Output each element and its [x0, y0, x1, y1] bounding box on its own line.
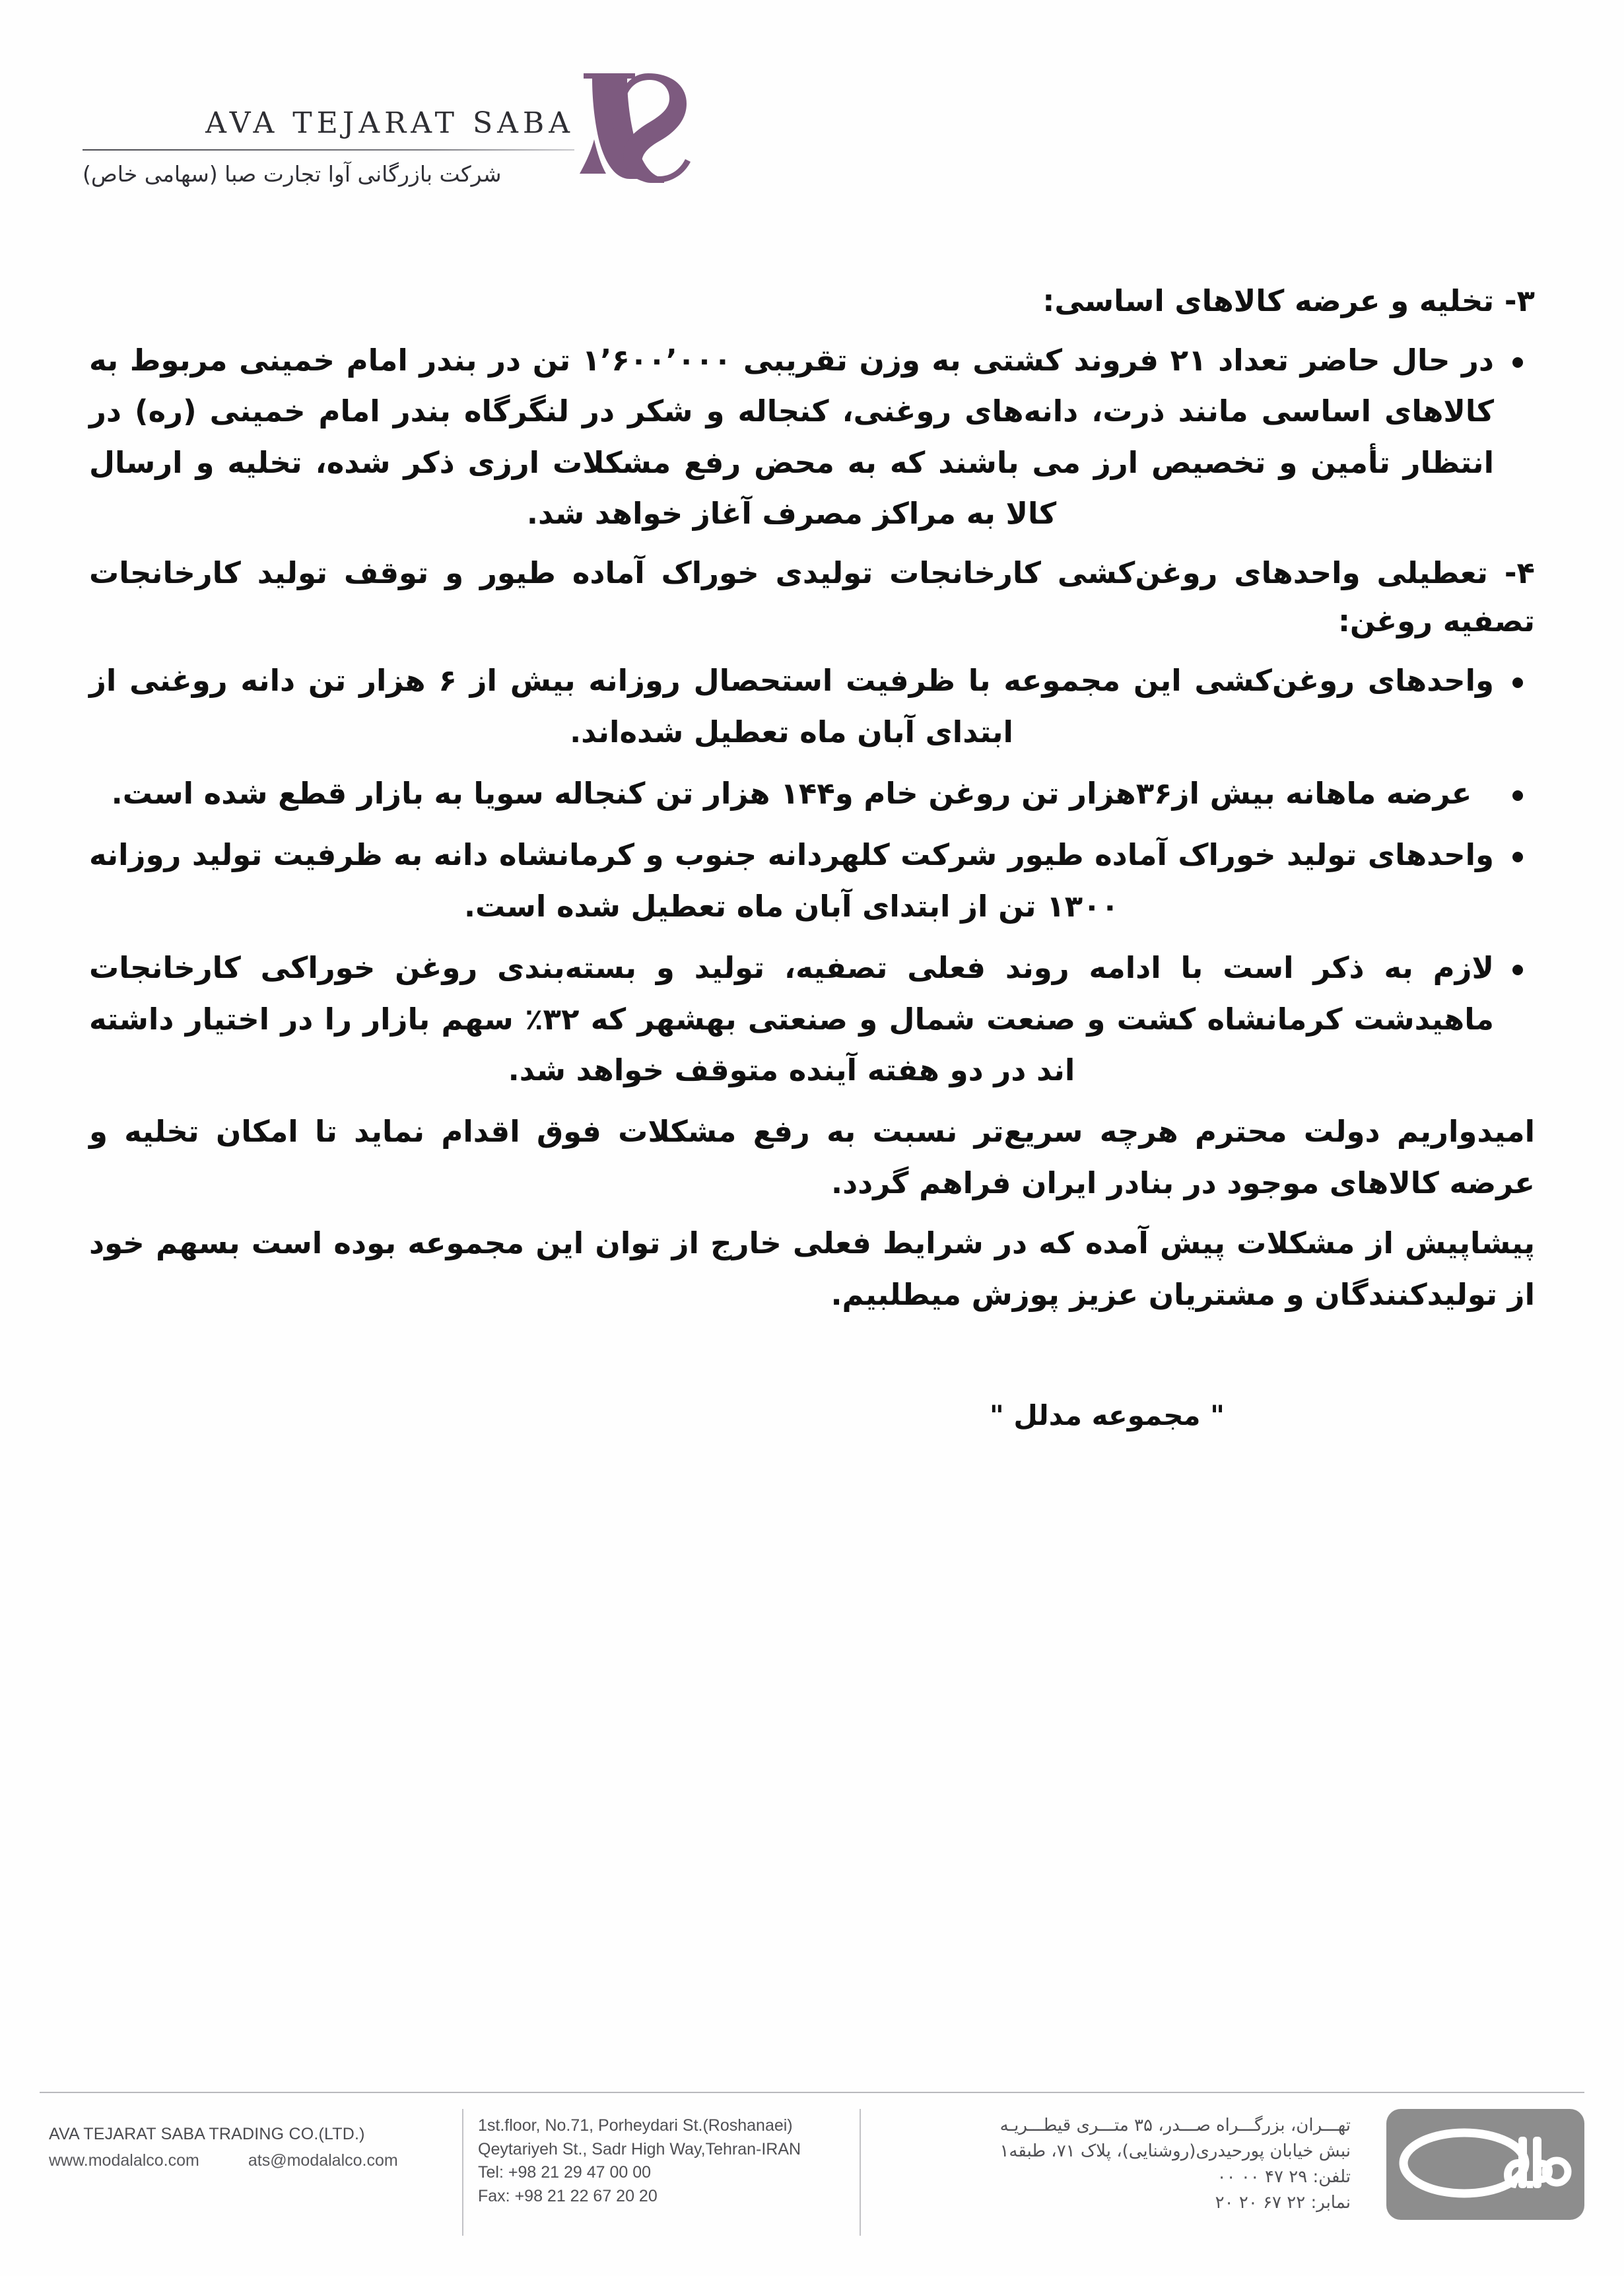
- closing-paragraph-1: امیدواریم دولت محترم هرچه سریع‌تر نسبت به رفع مشکلات فوق اقدام نماید تا امکان تخلیه و عرضه کالاهای موجود در بنادر ایران فراهم گردد.: [89, 1114, 1535, 1200]
- footer-address-english: [463, 2106, 860, 2208]
- list-item: لازم به ذکر است با ادامه روند فعلی تصفیه، تولید و بسته‌بندی روغن خوراکی کارخانجات ماهیدشت کرمانشاه کشت و صنعت شمال و صنعتی بهشهر که ۳۲٪ سهم بازار را در اختیار داشته اند در دو هفته آینده متوقف خواهد شد.: [89, 942, 1535, 1095]
- list-item: در حال حاضر تعداد ۲۱ فروند کشتی به وزن تقریبی ۱٬۶۰۰٬۰۰۰ تن در بندر امام خمینی مربوط به کالاهای اساسی مانند ذرت، دانه‌های روغنی، کنجاله و شکر در لنگرگاه بندر امام خمینی (ره) در انتظار تأمین و تخصیص ارز می باشند که به محض رفع مشکلات ارزی ذکر شده، تخلیه و ارسال کالا به مراکز مصرف آغاز خواهد شد.: [89, 335, 1535, 539]
- document-body: [89, 277, 1535, 1431]
- footer-brand-block: [40, 2106, 462, 2170]
- signature-line: " مجموعه مدلل ": [989, 1398, 1225, 1431]
- letterhead-header: [83, 63, 713, 215]
- footer-telephone: Tel: +98 21 29 47 00 00: [478, 2163, 652, 2182]
- footer-telephone-fa: تلفن: ۲۹ ۴۷ ۰۰ ۰۰: [1217, 2167, 1351, 2187]
- logo-latin-name: AVA TEJARAT SABA: [205, 106, 574, 140]
- footer-website-link[interactable]: www.modalalco.com: [49, 2151, 199, 2170]
- footer-address-line-fa: نبش خیابان پورحیدری(روشنایی)، پلاک ۷۱، طبقه۱: [999, 2141, 1351, 2161]
- footer-fax-fa: نمابر: ۲۲ ۶۷ ۲۰ ۲۰: [1215, 2193, 1351, 2213]
- footer-address-line: 1st.floor, No.71, Porheydari St.(Roshanaei): [478, 2116, 793, 2135]
- closing-paragraph-2: پیشاپیش از مشکلات پیش آمده که در شرایط فعلی خارج از توان این مجموعه بوده است بسهم خود از تولیدکنندگان و مشتریان عزیز پوزش میطلبیم.: [89, 1225, 1535, 1312]
- logo-text-block: [83, 63, 574, 187]
- company-logo-mark: [574, 63, 713, 188]
- section-3-bullet-list: [89, 335, 1535, 539]
- footer-address-persian: [861, 2106, 1373, 2216]
- footer-address-line: Qeytariyeh St., Sadr High Way,Tehran-IRAN: [478, 2139, 801, 2158]
- footer-badge-wrap: [1373, 2106, 1584, 2220]
- footer-divider: [40, 2092, 1584, 2093]
- list-item: واحدهای تولید خوراک آماده طیور شرکت کلهردانه جنوب و کرمانشاه دانه به ظرفیت تولید روزانه ۱۳۰۰ تن از ابتدای آبان ماه تعطیل شده است.: [89, 829, 1535, 932]
- letterhead-footer: [40, 2106, 1584, 2245]
- modalal-brand-badge: [1386, 2109, 1584, 2220]
- list-item: عرضه ماهانه بیش از۳۶هزار تن روغن خام و۱۴۴ هزار تن کنجاله سویا به بازار قطع شده است.: [89, 768, 1535, 819]
- footer-email-link[interactable]: ats@modalalco.com: [248, 2151, 398, 2170]
- list-item: واحدهای روغن‌کشی این مجموعه با ظرفیت استحصال روزانه بیش از ۶ هزار تن دانه روغنی از ابتدای آبان ماه تعطیل شده‌اند.: [89, 655, 1535, 757]
- section-4-bullet-list: [89, 655, 1535, 1095]
- footer-company-name: AVA TEJARAT SABA TRADING CO.(LTD.): [49, 2125, 365, 2143]
- footer-fax: Fax: +98 21 22 67 20 20: [478, 2186, 658, 2205]
- section-3-heading: ۳- تخلیه و عرضه کالاهای اساسی:: [1042, 283, 1535, 318]
- logo-persian-name: شرکت بازرگانی آوا تجارت صبا (سهامی خاص): [83, 161, 502, 187]
- footer-address-line-fa: تهـــران، بزرگـــراه صـــدر، ۳۵ متـــری قیطـــریـه: [999, 2116, 1351, 2135]
- logo-divider-rule: [83, 149, 574, 151]
- footer-contact-links: [49, 2151, 452, 2170]
- section-4-heading: ۴- تعطیلی واحدهای روغن‌کشی کارخانجات تولیدی خوراک آماده طیور و توقف تولید کارخانجات تصفیه روغن:: [89, 555, 1535, 639]
